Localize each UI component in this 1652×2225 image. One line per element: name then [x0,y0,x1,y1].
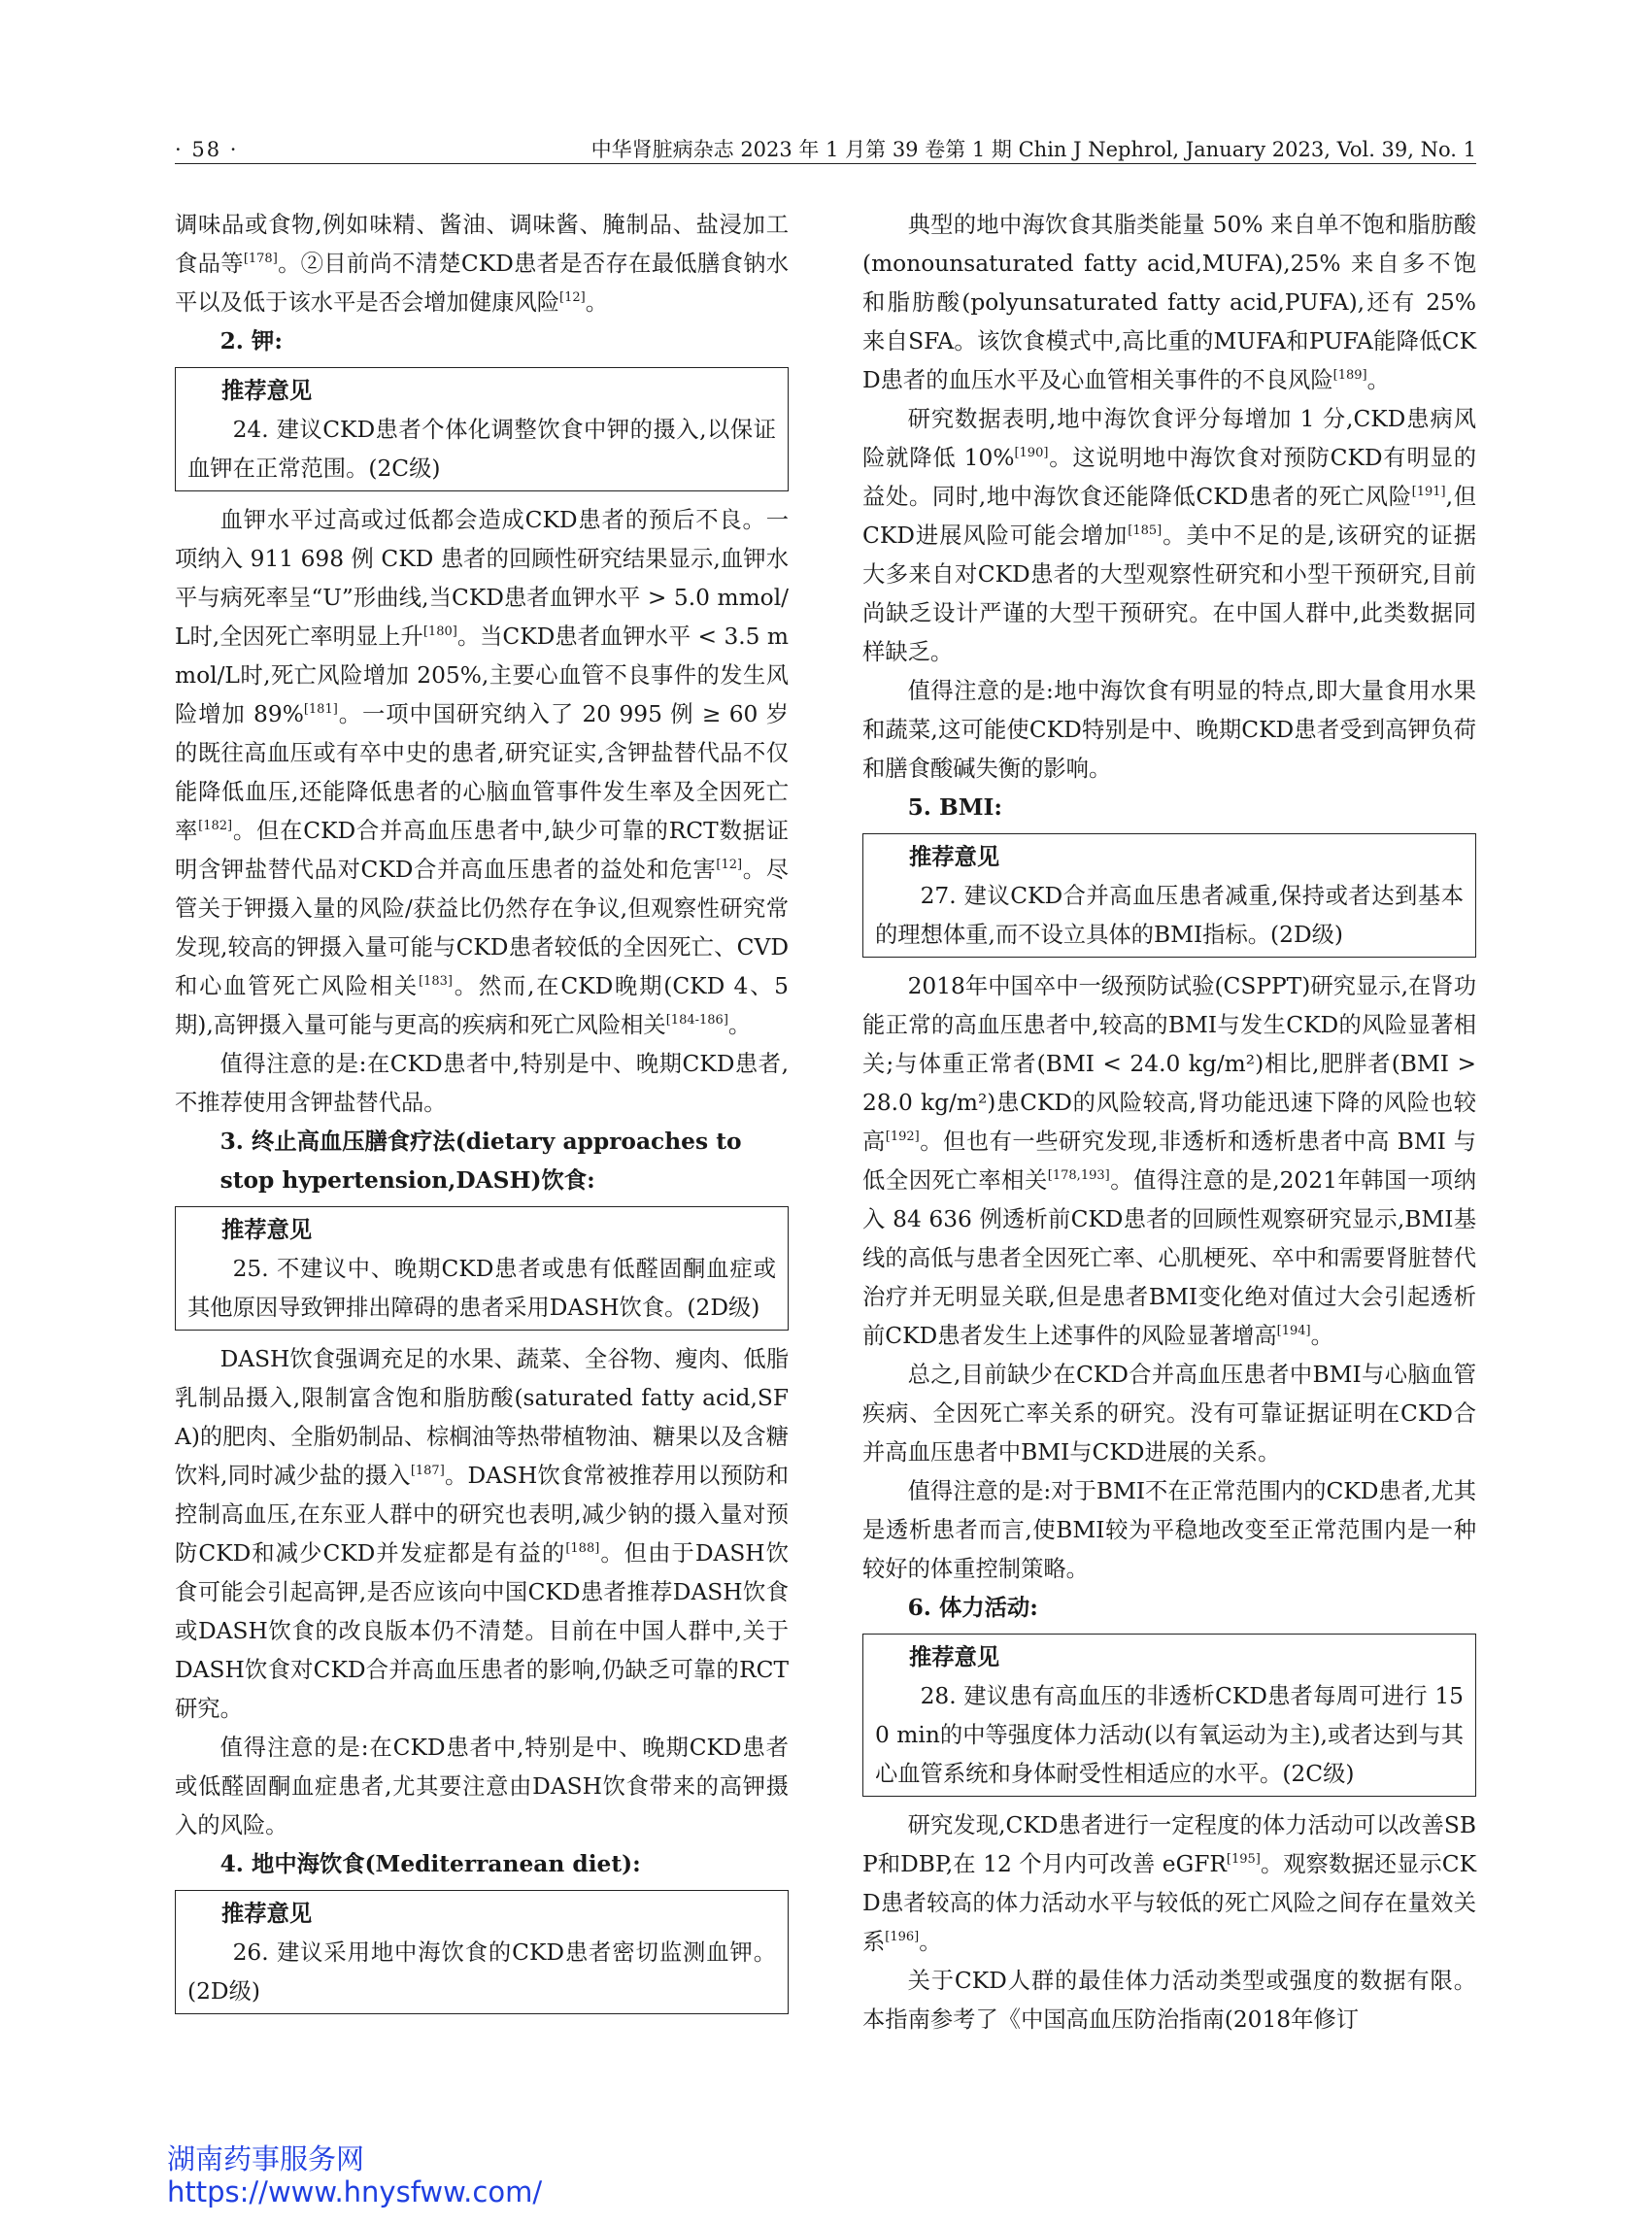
recommendation-box-27 [862,833,1476,958]
paragraph: 关于CKD人群的最佳体力活动类型或强度的数据有限。本指南参考了《中国高血压防治指南(2018年修订 [862,1968,1476,2033]
paragraph-note: 值得注意的是:在CKD患者中,特别是中、晚期CKD患者或低醛固酮血症患者,尤其要注意由DASH饮食带来的高钾摄入的风险。 [175,1735,789,1838]
journal-citation: 中华肾脏病杂志 2023 年 1 月第 39 卷第 1 期 Chin J Nephrol, January 2023, Vol. 39, No. 1 [590,138,1476,161]
paragraph: 总之,目前缺少在CKD合并高血压患者中BMI与心脑血管疾病、全因死亡率关系的研究。没有可靠证据证明在CKD合并高血压患者中BMI与CKD进展的关系。 [862,1362,1476,1466]
paragraph: DASH饮食强调充足的水果、蔬菜、全谷物、瘦肉、低脂乳制品摄入,限制富含饱和脂肪酸(saturated fatty acid,SFA)的肥肉、全脂奶制品、棕榈油等热带植物油、糖果以及含糖饮料,同时减少盐的摄入[187]。DASH饮食常被推荐用以预防和控制高血压,在东亚人群中的研究也表明,减少钠的摄入量对预防CKD和减少CKD并发症都是有益的[188]。但由于DASH饮食可能会引起高钾,是否应该向中国CKD患者推荐DASH饮食或DASH饮食的改良版本仍不清楚。目前在中国人群中,关于DASH饮食对CKD合并高血压患者的影响,仍缺乏可靠的RCT研究。 [175,1346,789,1722]
reference-mark[interactable]: [195] [1226,1852,1261,1867]
recommendation-text: 25. 不建议中、晚期CKD患者或患有低醛固酮血症或其他原因导致钾排出障碍的患者采用DASH饮食。(2D级) [187,1256,776,1321]
recommendation-text: 26. 建议采用地中海饮食的CKD患者密切监测血钾。(2D级) [187,1939,776,2005]
paragraph: 研究发现,CKD患者进行一定程度的体力活动可以改善SBP和DBP,在 12 个月内可改善 eGFR[195]。观察数据还显示CKD患者较高的体力活动水平与较低的死亡风险之间存在量效关系[196]。 [862,1812,1477,1955]
paragraph: 2018年中国卒中一级预防试验(CSPPT)研究显示,在肾功能正常的高血压患者中,较高的BMI与发生CKD的风险显著相关;与体重正常者(BMI < 24.0 kg/m²)相比,肥胖者(BMI > 28.0 kg/m²)患CKD的风险较高,肾功能迅速下降的风险也较高[192]。但也有一些研究发现,非透析和透析患者中高 BMI 与低全因死亡率相关[178,193]。值得注意的是,2021年韩国一项纳入 84 636 例透析前CKD患者的回顾性观察研究显示,BMI基线的高低与患者全因死亡率、心肌梗死、卒中和需要肾脏替代治疗并无明显关联,但是患者BMI变化绝对值过大会引起透析前CKD患者发生上述事件的风险显著增高[194]。 [862,973,1476,1349]
recommendation-title: 推荐意见 [908,844,1000,870]
recommendation-text: 28. 建议患有高血压的非透析CKD患者每周可进行 150 min的中等强度体力活动(以有氧运动为主),或者达到与其心血管系统和身体耐受性相适应的水平。(2C级) [875,1683,1464,1787]
watermark-url[interactable]: https://www.hnysfww.com/ [167,2175,543,2208]
section-heading-potassium: 2. 钾: [219,328,283,354]
section-heading-dash: 3. 终止高血压膳食疗法(dietary approaches to stop hypertension,DASH)饮食: [219,1129,742,1194]
running-header [175,134,1476,164]
reference-mark[interactable]: [178] [243,252,278,266]
recommendation-title: 推荐意见 [220,1217,313,1243]
right-column [862,206,1476,2040]
reference-mark[interactable]: [192] [885,1129,920,1144]
reference-mark[interactable]: [12] [559,290,586,305]
recommendation-box-28 [862,1634,1476,1797]
paragraph: 血钾水平过高或过低都会造成CKD患者的预后不良。一项纳入 911 698 例 CKD 患者的回顾性研究结果显示,血钾水平与病死率呈“U”形曲线,当CKD患者血钾水平 > 5.0 mmol/L时,全因死亡率明显上升[180]。当CKD患者血钾水平 < 3.5 mmol/L时,死亡风险增加 205%,主要心血管不良事件的发生风险增加 89%[181]。一项中国研究纳入了 20 995 例 ≥ 60 岁的既往高血压或有卒中史的患者,研究证实,含钾盐替代品不仅能降低血压,还能降低患者的心脑血管事件发生率及全因死亡率[182]。但在CKD合并高血压患者中,缺少可靠的RCT数据证明含钾盐替代品对CKD合并高血压患者的益处和危害[12]。尽管关于钾摄入量的风险/获益比仍然存在争议,但观察性研究常发现,较高的钾摄入量可能与CKD患者较低的全因死亡、CVD和心血管死亡风险相关[183]。然而,在CKD晚期(CKD 4、5期),高钾摄入量可能与更高的疾病和死亡风险相关[184-186]。 [175,507,790,1038]
watermark [167,2142,542,2208]
paragraph-note: 值得注意的是:地中海饮食有明显的特点,即大量食用水果和蔬菜,这可能使CKD特别是中、晚期CKD患者受到高钾负荷和膳食酸碱失衡的影响。 [862,678,1476,782]
reference-mark[interactable]: [194] [1276,1324,1311,1338]
reference-mark[interactable]: [180] [422,624,457,639]
reference-mark[interactable]: [188] [565,1541,600,1556]
reference-mark[interactable]: [178,193] [1047,1168,1110,1183]
paragraph-note: 值得注意的是:在CKD患者中,特别是中、晚期CKD患者,不推荐使用含钾盐替代品。 [175,1051,789,1116]
reference-mark[interactable]: [181] [303,702,338,717]
paragraph: 典型的地中海饮食其脂类能量 50% 来自单不饱和脂肪酸(monounsaturated fatty acid,MUFA),25% 来自多不饱和脂肪酸(polyunsaturated fatty acid,PUFA),还有 25% 来自SFA。该饮食模式中,高比重的MUFA和PUFA能降低CKD患者的血压水平及心血管相关事件的不良风险[189]。 [862,212,1476,393]
recommendation-box-24 [175,367,789,491]
section-heading-bmi: 5. BMI: [907,794,1003,821]
reference-mark[interactable]: [196] [885,1930,920,1944]
reference-mark[interactable]: [185] [1128,523,1163,538]
reference-mark[interactable]: [183] [418,974,453,989]
recommendation-title: 推荐意见 [220,378,313,404]
reference-mark[interactable]: [191] [1411,485,1446,499]
recommendation-text: 24. 建议CKD患者个体化调整饮食中钾的摄入,以保证血钾在正常范围。(2C级) [187,417,776,482]
reference-mark[interactable]: [189] [1332,368,1367,383]
reference-mark[interactable]: [184-186] [665,1013,728,1028]
recommendation-title: 推荐意见 [908,1644,1000,1670]
reference-mark[interactable]: [187] [410,1464,445,1478]
reference-mark[interactable]: [190] [1014,446,1049,460]
recommendation-box-25 [175,1206,789,1331]
paragraph: 研究数据表明,地中海饮食评分每增加 1 分,CKD患病风险就降低 10%[190]。这说明地中海饮食对预防CKD有明显的益处。同时,地中海饮食还能降低CKD患者的死亡风险[191],但CKD进展风险可能会增加[185]。美中不足的是,该研究的证据大多来自对CKD患者的大型观察性研究和小型干预研究,目前尚缺乏设计严谨的大型干预研究。在中国人群中,此类数据同样缺乏。 [862,406,1476,665]
section-heading-physical-activity: 6. 体力活动: [907,1595,1038,1621]
watermark-site-name: 湖南药事服务网 [167,2142,365,2175]
paragraph-note: 值得注意的是:对于BMI不在正常范围内的CKD患者,尤其是透析患者而言,使BMI较为平稳地改变至正常范围内是一种较好的体重控制策略。 [862,1478,1476,1582]
paragraph: 调味品或食物,例如味精、酱油、调味酱、腌制品、盐浸加工食品等[178]。②目前尚不清楚CKD患者是否存在最低膳食钠水平以及低于该水平是否会增加健康风险[12]。 [175,212,789,316]
page-number: · 58 · [175,138,239,161]
left-column [175,206,789,2024]
reference-mark[interactable]: [182] [198,819,233,833]
reference-mark[interactable]: [12] [716,858,743,872]
recommendation-title: 推荐意见 [220,1901,313,1927]
recommendation-box-26 [175,1890,789,2014]
recommendation-text: 27. 建议CKD合并高血压患者减重,保持或者达到基本的理想体重,而不设立具体的BMI指标。(2D级) [875,883,1464,948]
section-heading-mediterranean: 4. 地中海饮食(Mediterranean diet): [219,1851,641,1877]
